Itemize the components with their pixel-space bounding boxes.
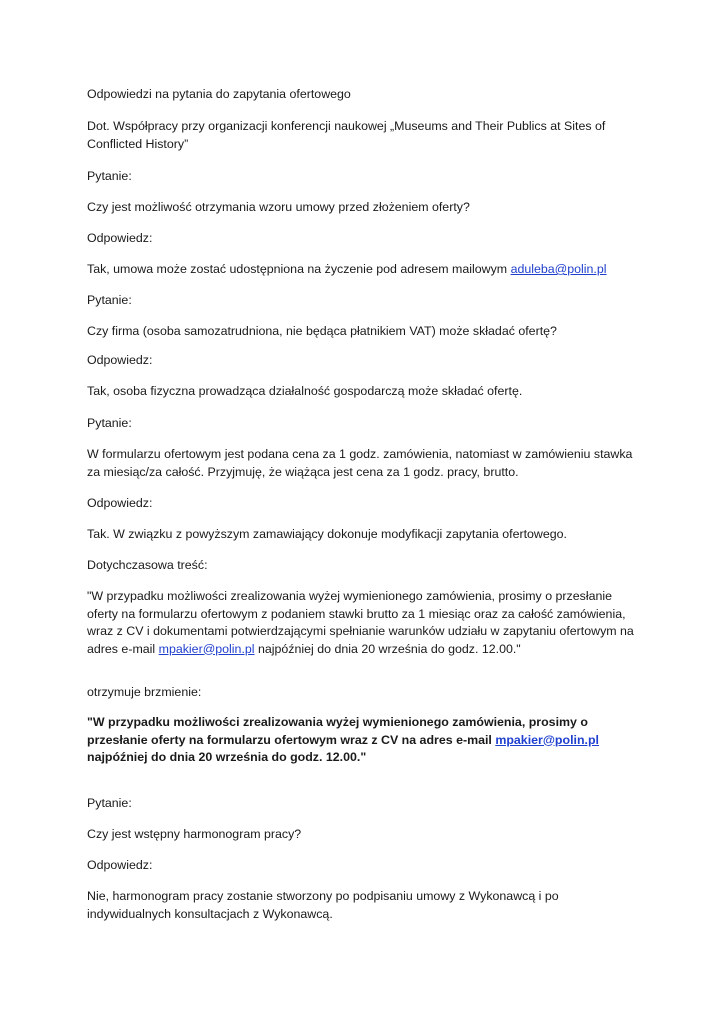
question-text: Czy firma (osoba samozatrudniona, nie będąca płatnikiem VAT) może składać ofertę? — [87, 324, 557, 338]
answer-label: Odpowiedz: — [87, 496, 153, 510]
answer-text — [87, 261, 607, 279]
email-link[interactable]: mpakier@polin.pl — [158, 641, 255, 656]
previous-wording-label: Dotychczasowa treść: — [87, 558, 208, 572]
new-wording-label: otrzymuje brzmienie: — [87, 685, 202, 699]
question-label: Pytanie: — [87, 169, 132, 183]
question-text: Czy jest wstępny harmonogram pracy? — [87, 827, 302, 841]
answer-label: Odpowiedz: — [87, 353, 153, 367]
question-label: Pytanie: — [87, 293, 132, 307]
answer-text: Tak, osoba fizyczna prowadząca działalność gospodarczą może składać ofertę. — [87, 384, 523, 398]
question-label: Pytanie: — [87, 416, 132, 430]
question-text: W formularzu ofertowym jest podana cena za 1 godz. zamówienia, natomiast w zamówieniu stawka za miesiąc/za całość. Przyjmuję, że wiążąca jest cena za 1 godz. pracy, brutto. — [87, 447, 633, 479]
document-title: Odpowiedzi na pytania do zapytania ofertowego — [87, 87, 351, 101]
email-link[interactable]: aduleba@polin.pl — [510, 262, 607, 276]
new-wording-part: "W przypadku możliwości zrealizowania wyżej wymienionego zamówienia, prosimy o przesłanie oferty na formularzu ofertowym wraz z CV na adres e-mail — [87, 715, 588, 747]
previous-wording-text — [87, 588, 639, 658]
answer-text-part: Tak, umowa może zostać udostępniona na życzenie pod adresem mailowym — [87, 262, 511, 276]
previous-wording-part: "W przypadku możliwości zrealizowania wyżej wymienionego zamówienia, prosimy o przesłanie oferty na formularzu ofertowym z podaniem stawki brutto za 1 miesiąc oraz za całość zamówienia, wraz z CV i dokumentami potwierdzającymi spełnianie warunków udziału w zapytaniu ofertowym na adres e-mail — [87, 589, 634, 656]
answer-text: Nie, harmonogram pracy zostanie stworzony po podpisaniu umowy z Wykonawcą i po indywidualnych konsultacjach z Wykonawcą. — [87, 889, 559, 921]
previous-wording-part: najpóźniej do dnia 20 września do godz. 12.00." — [254, 641, 521, 656]
document-subject: Dot. Współpracy przy organizacji konferencji naukowej „Museums and Their Publics at Sites of Conflicted History” — [87, 119, 606, 151]
new-wording-text — [87, 714, 639, 767]
answer-text: Tak. W związku z powyższym zamawiający dokonuje modyfikacji zapytania ofertowego. — [87, 527, 567, 541]
question-text: Czy jest możliwość otrzymania wzoru umowy przed złożeniem oferty? — [87, 200, 470, 214]
answer-label: Odpowiedz: — [87, 231, 153, 245]
new-wording-part: najpóźniej do dnia 20 września do godz. 12.00." — [87, 750, 367, 764]
answer-label: Odpowiedz: — [87, 858, 153, 872]
question-label: Pytanie: — [87, 796, 132, 810]
email-link[interactable]: mpakier@polin.pl — [495, 732, 599, 747]
